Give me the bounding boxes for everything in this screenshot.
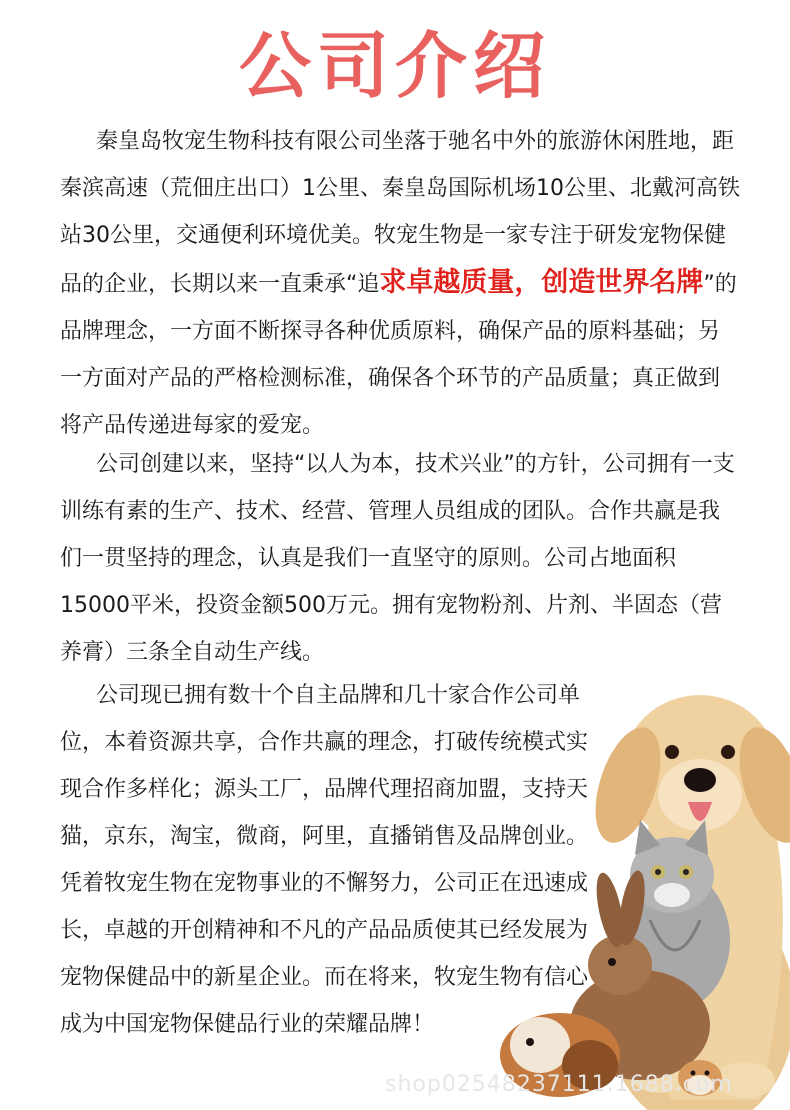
- paragraph2-text: 公司创建以来，坚持“以人为本，技术兴业”的方针，公司拥有一支训练有素的生产、技术、经营、管理人员组成的团队。合作共赢是我们一贯坚持的理念，认真是我们一直坚守的原则。公司占地面积15000平米，投资金额500万元。拥有宠物粉剂、片剂、半固态（营养膏）三条全自动生产线。: [60, 452, 735, 665]
- paragraph3-text: 公司现已拥有数十个自主品牌和几十家合作公司单位，本着资源共享，合作共赢的理念，打破传统模式实现合作多样化；源头工厂，品牌代理招商加盟，支持天猫，京东，淘宝，微商，阿里，直播销售及品牌创业。凭着牧宠生物在宠物事业的不懈努力，公司正在迅速成长，卓越的开创精神和不凡的产品品质使其已经发展为宠物保健品中的新星企业。而在将来，牧宠生物有信心成为中国宠物保健品行业的荣耀品牌！: [60, 683, 589, 1037]
- page-title: 公司介绍: [238, 24, 551, 108]
- intro-paragraph-location: [60, 118, 740, 449]
- shop-watermark: shop02548237111.1688.com: [385, 1072, 733, 1097]
- brand-slogan-highlight: 求卓越质量，创造世界名牌: [379, 267, 704, 298]
- paragraph1-text-before: 秦皇岛牧宠生物科技有限公司坐落于驰名中外的旅游休闲胜地，距秦滨高速（荒佃庄出口）1公里、秦皇岛国际机场10公里、北戴河高铁站30公里，交通便利环境优美。牧宠生物是一家专注于研发宠物保健品的企业，长期以来一直秉承“追: [60, 129, 740, 297]
- pets-illustration: [500, 680, 790, 1110]
- paragraph1-text-after: ”的品牌理念，一方面不断探寻各种优质原料，确保产品的原料基础；另一方面对产品的严格检测标准，确保各个环节的产品质量；真正做到将产品传递进每家的爱宠。: [60, 272, 737, 438]
- intro-paragraph-team: [60, 441, 740, 676]
